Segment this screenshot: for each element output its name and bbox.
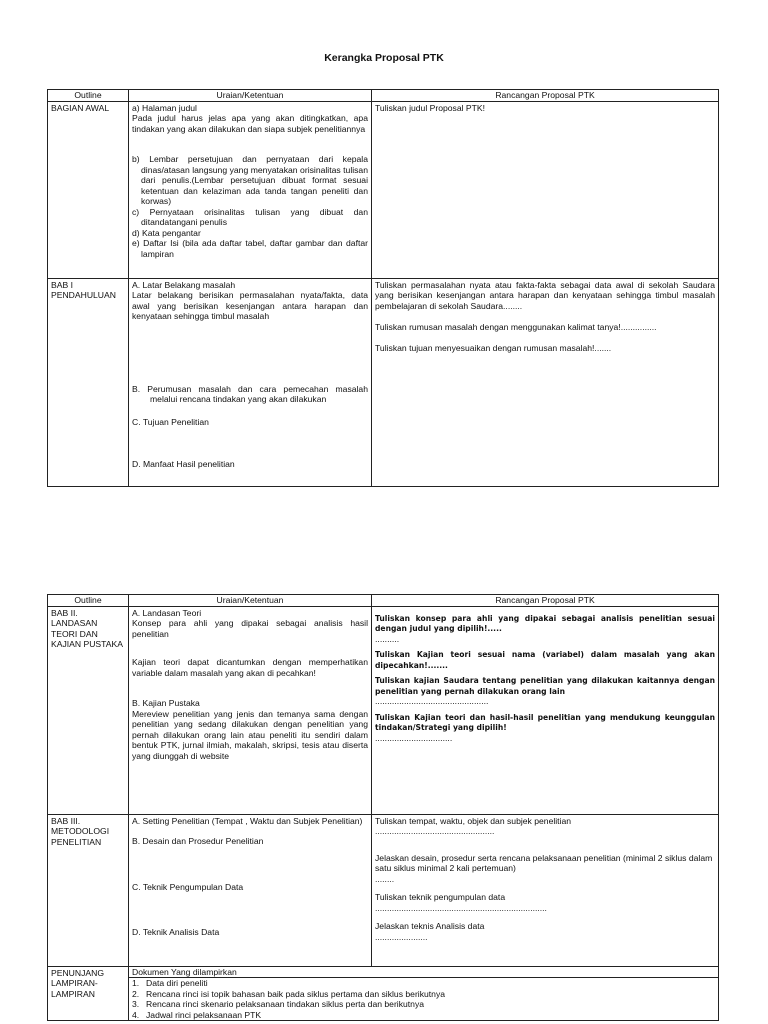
lampiran-list-cell [129, 978, 719, 1021]
rancangan-cell: Tuliskan judul Proposal PTK! [372, 101, 719, 278]
outline-cell: BAB III. METODOLOGI PENELITIAN [48, 814, 129, 966]
rancangan-text-1: Tuliskan konsep para ahli yang dipakai sebagai analisis penelitian sesuai dengan judul yang dipilih!..... [375, 613, 715, 633]
table-header-row [48, 595, 719, 607]
item-d-text: d) Kata pengantar [132, 227, 201, 238]
rancangan-text-4: Tuliskan Kajian teori dan hasil-hasil penelitian yang mendukung keunggulan tindakan/Strategi yang dipilih! [375, 712, 715, 732]
rancangan-dots-1: .................................................. [375, 826, 495, 836]
proposal-table-1 [47, 89, 719, 487]
header-rancangan: Rancangan Proposal PTK [372, 595, 719, 607]
rancangan-text-1: Tuliskan permasalahan nyata atau fakta-fakta sebagai data awal di sekolah Saudara yang berisikan kesenjangan antara harapan dan kenyataan sehingga timbul masalah pembelajaran di sekolah Saudara........ [375, 279, 715, 311]
table-row-lampiran-list [48, 978, 719, 1021]
item-b-text: Mereview penelitian yang jenis dan temanya sama dengan penelitian yang sedang dilakukan dengan penelitian yang pernah dilakukan orang lain atau peneliti itu sendiri dalam bentuk PTK, jurnal ilmiah, makalah, skripsi, tesis atau diserta yang diunggah di website [132, 708, 368, 761]
rancangan-dots-1: .......... [375, 634, 400, 644]
rancangan-text-3: Tuliskan tujuan menyesuaikan dengan rumusan masalah!....... [375, 342, 612, 353]
uraian-cell [129, 278, 372, 486]
item-b-title: B. Kajian Pustaka [132, 698, 200, 708]
table-row-bab-2 [48, 606, 719, 814]
rancangan-dots-3: ............................................... [375, 697, 489, 706]
item-b-text: b) Lembar persetujuan dan pernyataan dari kepala dinas/atasan langsung yang menyatakan orisinalitas tulisan dari penulis.(Lembar persetujuan dibuat format sesuai ketentuan dan kelaziman ada tanda tangan peneliti dan korwas) [132, 154, 368, 206]
uraian-cell [129, 101, 372, 278]
rancangan-dots-3: ........................................................................ [375, 902, 547, 913]
rancangan-text-1: Tuliskan tempat, waktu, objek dan subjek penelitian [375, 815, 572, 826]
item-a-text: Latar belakang berisikan permasalahan nyata/fakta, data awal yang berisikan kesenjangan antara harapan dan kenyataan sehingga timbul masalah [132, 290, 368, 321]
item-c-text: C. Teknik Pengumpulan Data [132, 881, 244, 892]
table-row-bagian-awal [48, 101, 719, 278]
rancangan-cell [372, 606, 719, 814]
uraian-cell [129, 606, 372, 814]
item-b-text: B. Perumusan masalah dan cara pemecahan masalah melalui rencana tindakan yang akan dilakukan [132, 383, 368, 404]
item-a-text: A. Setting Penelitian (Tempat , Waktu dan Subjek Penelitian) [132, 815, 363, 826]
item-b-text: B. Desain dan Prosedur Penelitian [132, 836, 264, 846]
page-title: Kerangka Proposal PTK [324, 52, 444, 64]
list-item: 4. Jadwal rinci pelaksanaan PTK [132, 1009, 262, 1020]
rancangan-cell [372, 814, 719, 966]
item-c-text: c) Pernyataan orisinalitas tulisan yang dibuat dan ditandatangani penulis [132, 206, 368, 227]
list-item: 2. Rencana rinci isi topik bahasan baik pada siklus pertama dan siklus berikutnya [132, 988, 446, 999]
item-d-text: D. Teknik Analisis Data [132, 927, 220, 937]
rancangan-text-3: Tuliskan kajian Saudara tentang penelitian yang dilakukan kaitannya dengan penelitian yang pernah dilakukan orang lain [375, 676, 715, 696]
list-item: 3. Rencana rinci skenario pelaksanaan tindakan siklus perta dan berikutnya [132, 999, 425, 1009]
item-a-title: a) Halaman judul [132, 102, 197, 113]
lampiran-head: Dokumen Yang dilampirkan [129, 966, 719, 978]
rancangan-text-2: Tuliskan Kajian teori sesuai nama (variabel) dalam masalah yang akan dipecahkan!....... [375, 650, 715, 670]
rancangan-dots-2: ........ [375, 873, 395, 884]
uraian-cell [129, 814, 372, 966]
outline-cell: BAGIAN AWAL [48, 101, 129, 278]
rancangan-text-4: Jelaskan teknis Analisis data [375, 921, 485, 931]
table-row-penunjang [48, 966, 719, 978]
rancangan-text-3: Tuliskan teknik pengumpulan data [375, 892, 506, 902]
rancangan-text-2: Jelaskan desain, prosedur serta rencana pelaksanaan penelitian (minimal 2 siklus dalam satu siklus minimal 2 kali pertemuan) [375, 852, 713, 873]
item-a-text-2: Kajian teori dapat dicantumkan dengan memperhatikan variable dalam masalah yang akan di pecahkan! [132, 657, 368, 678]
header-uraian: Uraian/Ketentuan [129, 90, 372, 102]
rancangan-dots-4: ................................ [375, 733, 453, 743]
rancangan-text-2: Tuliskan rumusan masalah dengan menggunakan kalimat tanya!............... [375, 322, 657, 332]
item-a-title: A. Latar Belakang masalah [132, 279, 236, 290]
header-outline: Outline [48, 595, 129, 607]
rancangan-cell [372, 278, 719, 486]
rancangan-dots-4: ...................... [375, 931, 428, 942]
item-a-text: Konsep para ahli yang dipakai sebagai analisis hasil penelitian [132, 618, 368, 639]
header-outline: Outline [48, 90, 129, 102]
item-a-title: A. Landasan Teori [132, 607, 202, 618]
list-item: 1. Data diri peneliti [132, 978, 208, 988]
header-uraian: Uraian/Ketentuan [129, 595, 372, 607]
outline-cell: BAB I PENDAHULUAN [48, 278, 129, 486]
lampiran-list [132, 978, 715, 1020]
item-e-text: e) Daftar Isi (bila ada daftar tabel, daftar gambar dan daftar lampiran [132, 238, 368, 259]
header-rancangan: Rancangan Proposal PTK [372, 90, 719, 102]
table-header-row [48, 90, 719, 102]
item-c-text: C. Tujuan Penelitian [132, 416, 209, 427]
outline-cell: PENUNJANG LAMPIRAN-LAMPIRAN [48, 966, 129, 1021]
item-d-text: D. Manfaat Hasil penelitian [132, 459, 235, 469]
item-a-text: Pada judul harus jelas apa yang akan ditingkatkan, apa tindakan yang akan dilakukan dan siapa subjek penelitiannya [132, 113, 368, 134]
proposal-table-2 [47, 594, 719, 1021]
table-row-bab-1 [48, 278, 719, 486]
table-row-bab-3 [48, 814, 719, 966]
outline-cell: BAB II. LANDASAN TEORI DAN KAJIAN PUSTAKA [48, 606, 129, 814]
